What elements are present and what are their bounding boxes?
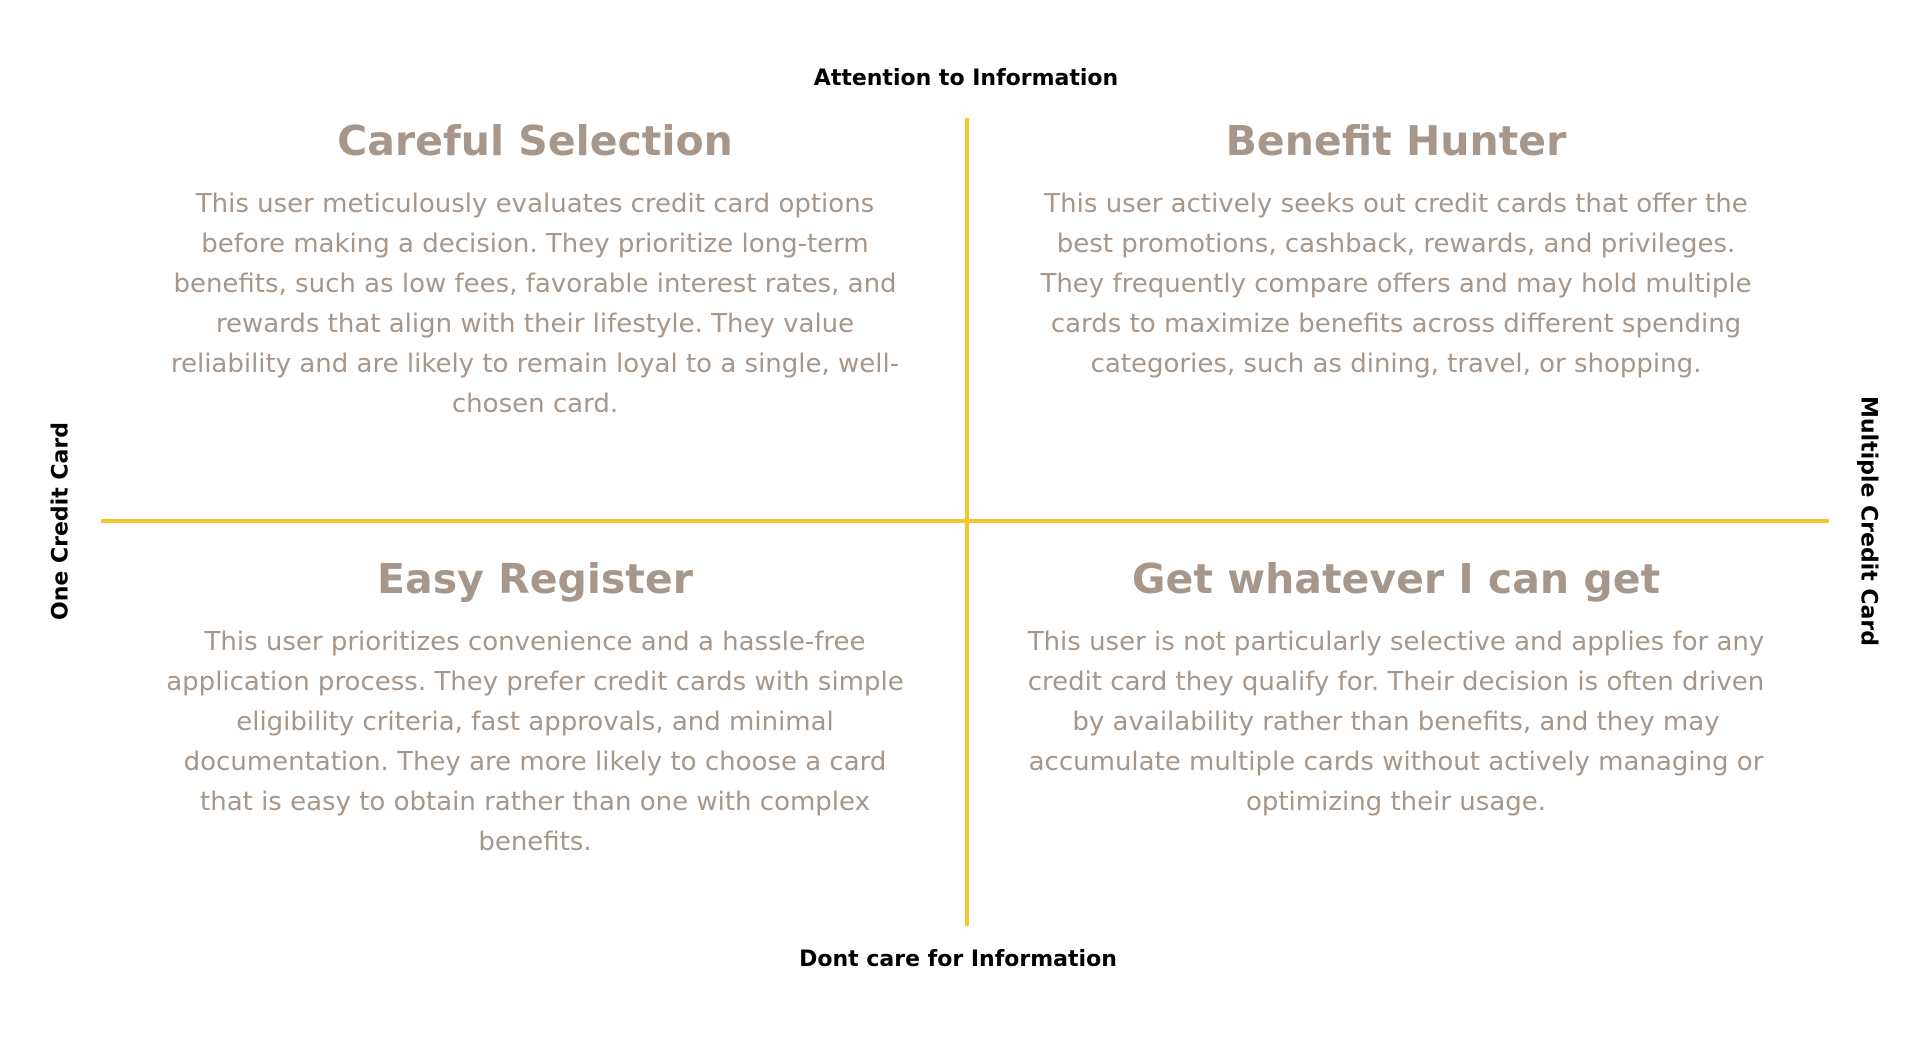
bottom-axis-label: Dont care for Information [799, 947, 1117, 972]
quadrant-title: Careful Selection [337, 117, 733, 165]
quadrant-description: This user actively seeks out credit cards that offer the best promotions, cashback, rewards, and privileges. They frequently compare offers and may hold multiple cards to maximize benefits across different spending categories, such as dining, travel, or shopping. [1040, 189, 1752, 379]
quadrant-title: Get whatever I can get [1131, 555, 1661, 603]
quadrant-careful-selection [155, 112, 915, 424]
horizontal-axis-line [101, 519, 1829, 523]
quadrant-description: This user prioritizes convenience and a hassle-free application process. They prefer credit cards with simple eligibility criteria, fast approvals, and minimal documentation. They are more likely to choose a card that is easy to obtain rather than one with complex benefits. [166, 627, 904, 857]
right-axis-label: Multiple Credit Card [1855, 396, 1881, 646]
quadrant-title: Easy Register [377, 555, 693, 603]
quadrant-description: This user meticulously evaluates credit card options before making a decision. They prioritize long-term benefits, such as low fees, favorable interest rates, and rewards that align with their lifestyle. They value reliability and are likely to remain loyal to a single, well-chosen card. [170, 189, 900, 419]
quadrant-easy-register [155, 550, 915, 862]
top-axis-label: Attention to Information [813, 66, 1119, 91]
quadrant-title: Benefit Hunter [1225, 117, 1567, 165]
left-axis-label: One Credit Card [48, 422, 74, 620]
quadrant-get-whatever [1016, 550, 1776, 822]
quadrant-benefit-hunter [1016, 112, 1776, 384]
quadrant-description: This user is not particularly selective and applies for any credit card they qualify for. Their decision is often driven by availability rather than benefits, and they may accumulate multiple cards without actively managing or optimizing their usage. [1027, 627, 1765, 817]
